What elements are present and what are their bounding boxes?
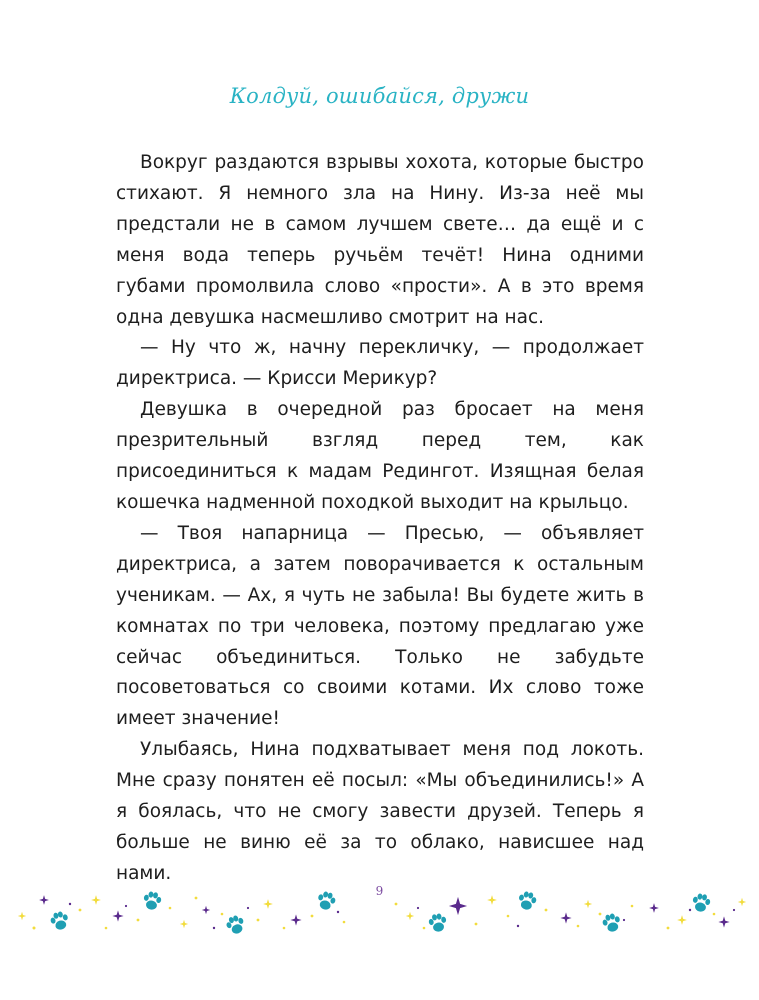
sparkle-star-icon <box>18 912 26 920</box>
body-text <box>116 148 644 890</box>
chapter-title: Колдуй, ошибайся, дружи <box>229 84 530 108</box>
paragraph: — Твоя напарница — Пресью, — объявляет директриса, а затем поворачивается к остальным ученикам. — Ах, я чуть не забыла! Вы будете жить в комнатах по три человека, поэтому предлагаю уже сейчас объединиться. Только не забудьте посоветоваться со своими котами. Их слово тоже имеет значение! <box>116 522 644 730</box>
paw-print-icon <box>316 890 337 912</box>
sparkle-star-icon <box>649 903 659 913</box>
sparkle-star-icon <box>112 910 123 921</box>
sparkle-star-icon <box>449 897 467 915</box>
paw-print-icon <box>691 892 711 913</box>
sparkle-star-icon <box>202 906 210 914</box>
sparkle-star-icon <box>560 912 571 923</box>
paragraph: Улыбаясь, Нина подхватывает меня под локоть. Мне сразу понятен её посыл: «Мы объединились!» А я боялась, что не смогу завести друзей. Теперь я больше не виню её за то облако, нависшее над нами. <box>116 739 644 884</box>
sparkle-star-icon <box>487 895 497 905</box>
paw-print-icon <box>49 910 70 932</box>
sparkle-star-icon <box>738 898 746 906</box>
paragraph: Девушка в очередной раз бросает на меня презрительный взгляд перед тем, как присоединиться к мадам Редингот. Изящная белая кошечка надменной походкой выходит на крыльцо. <box>116 399 644 513</box>
decorative-border <box>0 880 759 960</box>
sparkle-star-icon <box>677 915 687 925</box>
sparkle-star-icon <box>39 895 49 905</box>
paw-print-icon <box>517 890 538 911</box>
sparkle-star-icon <box>180 920 188 928</box>
sparkle-star-icon <box>91 895 101 905</box>
paw-print-icon <box>601 912 622 934</box>
paw-print-icon <box>224 913 246 936</box>
sparkle-star-icon <box>263 899 273 909</box>
sparkle-star-icon <box>290 914 301 925</box>
sparkle-star-icon <box>406 912 414 920</box>
paw-print-icon <box>428 912 448 933</box>
sparkle-star-icon <box>718 916 729 927</box>
sparkle-star-icon <box>584 900 592 908</box>
paragraph: Вокруг раздаются взрывы хохота, которые быстро стихают. Я немного зла на Нину. Из-за неё мы предстали не в самом лучшем свете… да ещё и с меня вода теперь ручьём течёт! Нина одними губами промолвила слово «прости». А в это время одна девушка насмешливо смотрит на нас. <box>116 152 644 328</box>
paw-print-icon <box>142 890 162 911</box>
paragraph: — Ну что ж, начну перекличку, — продолжает директриса. — Крисси Мерикур? <box>116 337 644 390</box>
page-number: 9 <box>375 884 384 898</box>
